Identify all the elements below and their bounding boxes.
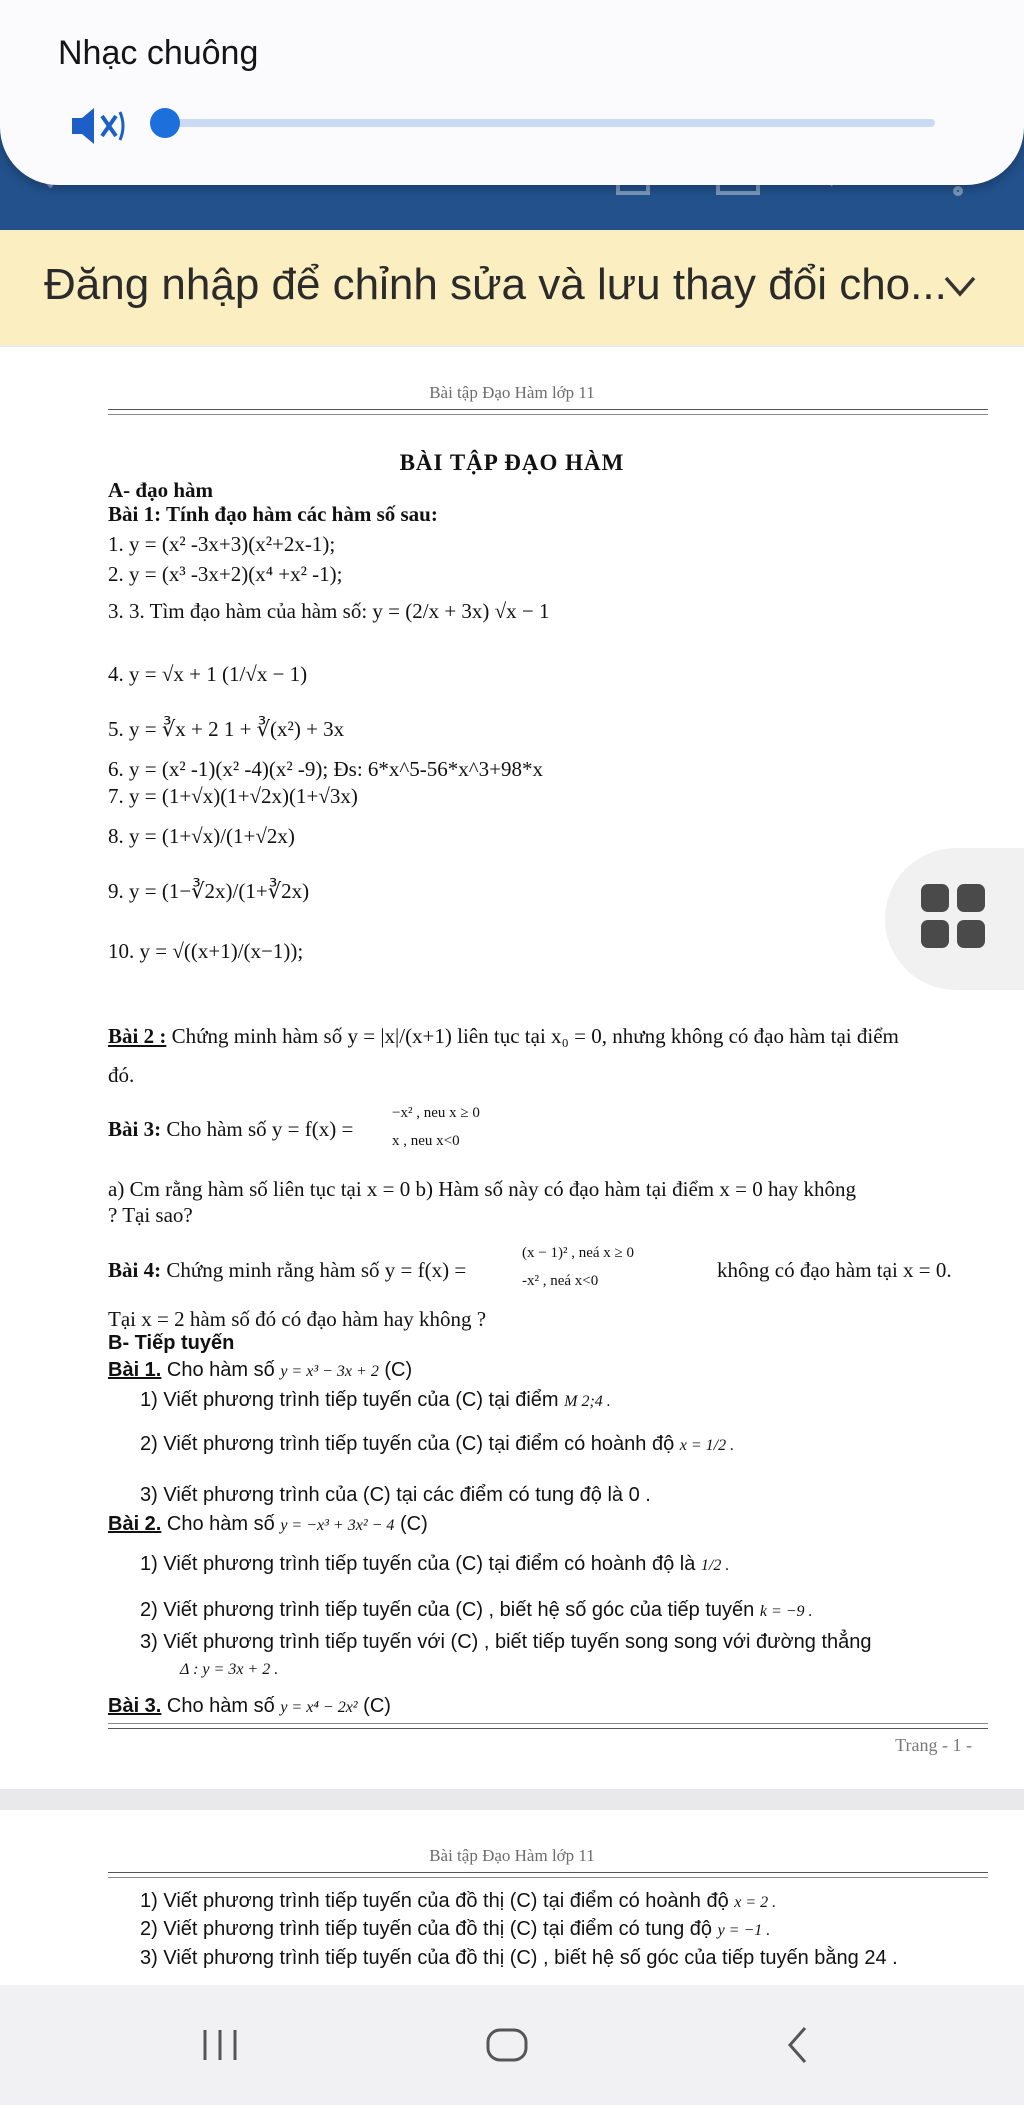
list-item: 10. y = √((x+1)/(x−1)); — [108, 939, 304, 963]
volume-panel — [0, 0, 1024, 185]
bai3-case-1: −x² , neu x ≥ 0 — [392, 1105, 480, 1121]
list-item: 9. y = (1−∛2x)/(1+∛2x) — [108, 879, 310, 903]
bai4-case-2: -x² , neá x<0 — [522, 1273, 599, 1289]
volume-slider-track[interactable] — [165, 119, 935, 127]
b3-label: Bài 3. — [108, 1695, 162, 1717]
page-header: Bài tập Đạo Hàm lớp 11 — [429, 383, 595, 402]
bai1-heading: Bài 1: Tính đạo hàm các hàm số sau: — [108, 502, 438, 526]
bai3-case-2: x , neu x<0 — [392, 1133, 460, 1149]
b3-text: Cho hàm số — [166, 1695, 275, 1717]
list-item: 3) Viết phương trình tiếp tuyến với (C) , biết tiếp tuyến song song với đường thẳng — [140, 1631, 872, 1653]
list-item: 8. y = (1+√x)/(1+√2x) — [108, 824, 295, 848]
list-item: 2) Viết phương trình tiếp tuyến của (C) tại điểm có hoành độ — [140, 1433, 675, 1455]
list-item: 1) Viết phương trình tiếp tuyến của đồ thị (C) tại điểm có hoành độ — [140, 1890, 729, 1912]
b2-half: 1/2 . — [700, 1557, 730, 1574]
chevron-down-icon[interactable] — [940, 272, 980, 302]
header-rule-thin — [108, 1877, 988, 1878]
grid-icon-cell — [957, 884, 985, 912]
doc-heading: BÀI TẬP ĐẠO HÀM — [399, 450, 625, 475]
p2-y: y = −1 . — [717, 1922, 771, 1939]
bai2-text: Chứng minh hàm số y = |x|/(x+1) liên tục tại x₀ = 0, nhưng không có đạo hàm tại điểm — [171, 1024, 899, 1048]
bai4-case-1: (x − 1)² , neá x ≥ 0 — [522, 1245, 634, 1261]
recent-apps-icon — [205, 2030, 235, 2060]
list-item: 3. 3. Tìm đạo hàm của hàm số: y = (2/x + 3x) √x − 1 — [108, 599, 550, 623]
grid-icon — [921, 884, 949, 912]
list-item: 1) Viết phương trình tiếp tuyến của (C) tại điểm — [140, 1389, 559, 1411]
footer-rule — [108, 1723, 988, 1724]
section-a-heading: A- đạo hàm — [108, 478, 214, 502]
list-item: 1. y = (x² -3x+3)(x²+2x-1); — [108, 532, 336, 556]
b1-function: y = x³ − 3x + 2 — [280, 1363, 379, 1380]
grid-icon-cell — [957, 920, 985, 948]
page-footer: Trang - 1 - — [895, 1735, 972, 1755]
bai3-label: Bài 3: — [108, 1117, 162, 1141]
bai3-part-a: a) Cm rằng hàm số liên tục tại x = 0 b) Hàm số này có đạo hàm tại điểm x = 0 hay không — [108, 1177, 857, 1201]
list-item: 1) Viết phương trình tiếp tuyến của (C) tại điểm có hoành độ là — [140, 1553, 696, 1575]
bai4-label: Bài 4: — [108, 1258, 162, 1282]
header-rule-thin — [108, 414, 988, 415]
b1-label: Bài 1. — [108, 1359, 162, 1381]
list-item: 2) Viết phương trình tiếp tuyến của đồ thị (C) tại điểm có tung độ — [140, 1918, 713, 1940]
ringer-mute-icon[interactable] — [70, 104, 126, 148]
list-item: 5. y = ∛x + 2 1 + ∛(x²) + 3x — [108, 717, 345, 741]
login-banner[interactable] — [0, 230, 1024, 345]
bai4-question: Tại x = 2 hàm số đó có đạo hàm hay không ? — [108, 1307, 487, 1331]
nav-icons — [0, 1985, 1024, 2105]
list-item: 2. y = (x³ -3x+2)(x⁴ +x² -1); — [108, 562, 343, 586]
navigation-bar — [0, 1985, 1024, 2105]
header-rule — [108, 1872, 988, 1873]
header-rule — [108, 409, 988, 410]
footer-rule-thick — [108, 1728, 988, 1729]
bai4-text: Chứng minh rằng hàm số y = f(x) = — [166, 1258, 467, 1282]
list-item: 4. y = √x + 1 (1/√x − 1) — [108, 662, 308, 686]
back-nav-icon — [790, 2028, 805, 2062]
grid-icon-cell — [921, 920, 949, 948]
bai4-tail: không có đạo hàm tại x = 0. — [717, 1258, 952, 1282]
b2-k: k = −9 . — [759, 1603, 813, 1620]
p2-x: x = 2 . — [734, 1894, 777, 1911]
b1-curve: (C) — [384, 1359, 413, 1381]
page-header: Bài tập Đạo Hàm lớp 11 — [429, 1846, 595, 1865]
b1-x: x = 1/2 . — [679, 1437, 735, 1454]
bai3-text: Cho hàm số y = f(x) = — [166, 1117, 354, 1141]
bai2-continuation: đó. — [108, 1063, 135, 1087]
b2-curve: (C) — [399, 1513, 428, 1535]
section-b-heading: B- Tiếp tuyến — [108, 1332, 235, 1354]
home-icon — [488, 2030, 526, 2060]
bai3-question: ? Tại sao? — [108, 1203, 193, 1227]
b2-text: Cho hàm số — [166, 1513, 275, 1535]
login-banner-text: Đăng nhập để chỉnh sửa và lưu thay đổi cho... — [44, 260, 947, 309]
b3-function: y = x⁴ − 2x² — [280, 1699, 358, 1716]
list-item: 7. y = (1+√x)(1+√2x)(1+√3x) — [108, 784, 358, 808]
b2-line: Δ : y = 3x + 2 . — [180, 1661, 279, 1678]
b3-curve: (C) — [363, 1695, 391, 1717]
b1-text: Cho hàm số — [166, 1359, 275, 1381]
document-page-1 — [0, 347, 1024, 1789]
list-item: 3) Viết phương trình tiếp tuyến của đồ thị (C) , biết hệ số góc của tiếp tuyến bằng 24 . — [140, 1947, 898, 1969]
list-item: 3) Viết phương trình của (C) tại các điểm có tung độ là 0 . — [140, 1484, 651, 1506]
list-item: 2) Viết phương trình tiếp tuyến của (C) , biết hệ số góc của tiếp tuyến — [140, 1599, 755, 1621]
b2-function: y = −x³ + 3x² − 4 — [280, 1517, 395, 1534]
page-grid-button[interactable] — [885, 848, 1024, 990]
volume-label: Nhạc chuông — [58, 34, 259, 72]
b1-point: M 2;4 . — [564, 1393, 611, 1410]
b2-label: Bài 2. — [108, 1513, 162, 1535]
bai2-label: Bài 2 : — [108, 1024, 167, 1048]
volume-slider-thumb[interactable] — [150, 108, 180, 138]
list-item: 6. y = (x² -1)(x² -4)(x² -9); Đs: 6*x^5-56*x^3+98*x — [108, 757, 543, 781]
